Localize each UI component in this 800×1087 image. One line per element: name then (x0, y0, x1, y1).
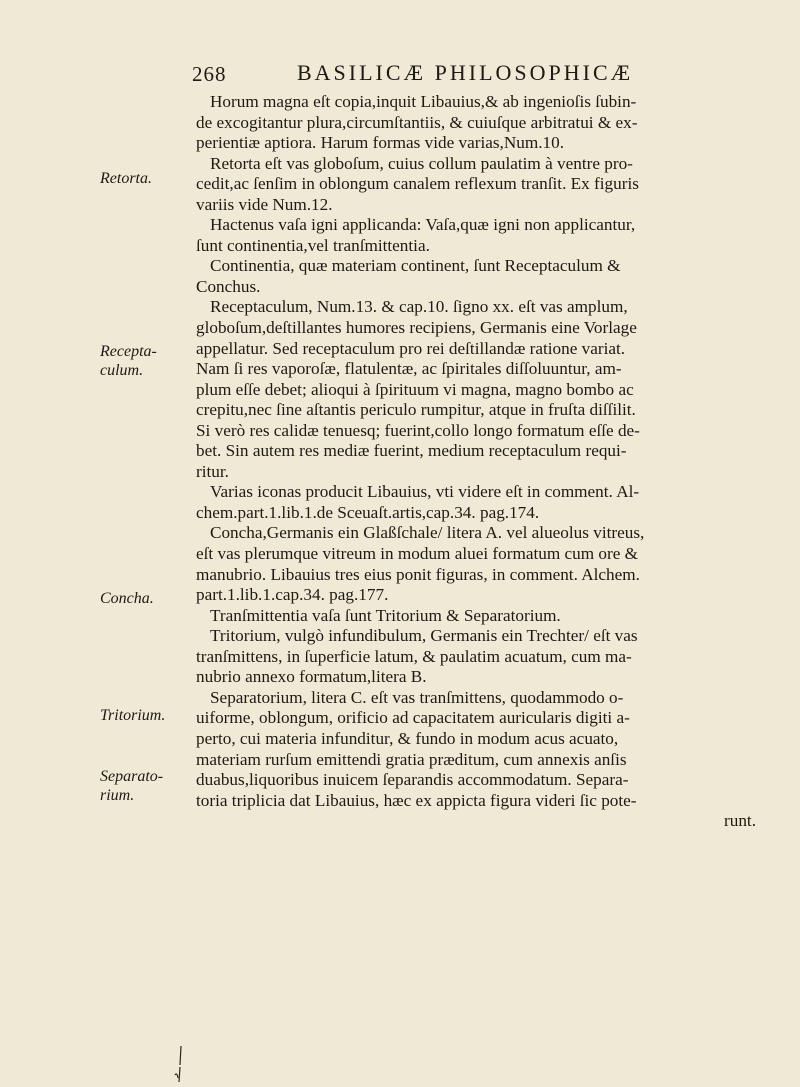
margin-note-concha: Concha. (100, 590, 154, 607)
page-header (192, 58, 712, 88)
margin-note-receptaculum-2: culum. (100, 362, 144, 379)
text-line: plum eſſe debet; alioqui à ſpirituum vi magna, magno bombo ac (196, 379, 634, 399)
text-line: cedit,ac ſenſim in oblongum canalem reflexum tranſit. Ex figuris (196, 174, 639, 194)
text-line: ſunt continentia,vel tranſmittentia. (196, 235, 430, 255)
text-line: Tranſmittentia vaſa ſunt Tritorium & Separatorium. (210, 605, 561, 625)
margin-note-separatorium-2: rium. (100, 787, 135, 804)
text-line: Hactenus vaſa igni applicanda: Vaſa,quæ igni non applicantur, (210, 215, 636, 235)
text-line: runt. (724, 811, 756, 831)
text-line: manubrio. Libauius tres eius ponit figuras, in comment. Alchem. (196, 564, 640, 584)
text-line: Varias iconas producit Libauius, vti videre eſt in comment. Al- (210, 482, 640, 502)
text-line: globoſum,deſtillantes humores recipiens, Germanis eine Vorlage (196, 318, 637, 338)
text-line: bet. Sin autem res mediæ fuerint, medium receptaculum requi- (196, 441, 627, 461)
margin-note-retorta: Retorta. (100, 170, 152, 187)
text-line: Receptaculum, Num.13. & cap.10. ſigno xx. eſt vas amplum, (210, 297, 628, 317)
text-line: Separatorium, litera C. eſt vas tranſmittens, quodammodo o- (210, 687, 624, 707)
text-line: toria triplicia dat Libauius, hæc ex appicta figura videri ſic pote- (196, 790, 637, 810)
text-line: appellatur. Sed receptaculum pro rei deſtillandæ ratione variat. (196, 338, 626, 358)
text-line: perientiæ aptiora. Harum formas vide varias,Num.10. (196, 133, 564, 153)
text-line: crepitu,nec ſine aſtantis periculo rumpitur, atque in fruſta diſſilit. (196, 400, 636, 420)
running-title: BASILICÆ PHILOSOPHICÆ (297, 60, 634, 85)
text-line: eſt vas plerumque vitreum in modum aluei formatum cum ore & (196, 544, 638, 564)
text-line: de excogitantur plura,circumſtantiis, & cuiuſque arbitratui & ex- (196, 112, 638, 132)
text-line: perto, cui materia infunditur, & fundo in modum acus acuato, (196, 728, 619, 748)
text-line: chem.part.1.lib.1.de Sceuaſt.artis,cap.34. pag.174. (196, 502, 540, 522)
text-line: Si verò res calidæ tenuesq; fuerint,collo longo formatum eſſe de- (196, 420, 640, 440)
text-line: Tritorium, vulgò infundibulum, Germanis ein Trechter/ eſt vas (210, 626, 638, 646)
text-line: materiam rurſum emittendi gratia præditum, cum annexis anſis (196, 749, 627, 769)
text-line: Conchus. (196, 276, 261, 296)
text-line: part.1.lib.1.cap.34. pag.177. (196, 585, 389, 605)
text-line: Concha,Germanis ein Glaßſchale/ litera A. vel alueolus vitreus, (210, 523, 645, 543)
text-line: uiforme, oblongum, orificio ad capacitatem auricularis digiti a- (196, 708, 630, 728)
text-line: tranſmittens, in ſuperficie latum, & paulatim acuatum, cum ma- (196, 646, 632, 666)
margin-note-separatorium-1: Separato- (100, 768, 164, 785)
margin-note-tritorium: Tritorium. (100, 707, 166, 724)
text-line: nubrio annexo formatum,litera B. (196, 667, 427, 687)
text-line: Nam ſi res vaporoſæ, flatulentæ, ac ſpiritales diſſoluuntur, am- (196, 359, 622, 379)
text-line: Retorta eſt vas globoſum, cuius collum paulatim à ventre pro- (210, 153, 633, 173)
text-line: Continentia, quæ materiam continent, ſunt Receptaculum & (210, 256, 621, 276)
page-number: 268 (192, 62, 227, 86)
text-line: variis vide Num.12. (196, 194, 333, 214)
body-text (196, 92, 766, 832)
ink-mark-icon (172, 1045, 186, 1083)
text-line: duabus,liquoribus inuicem ſeparandis accommodatum. Separa- (196, 770, 629, 790)
text-line: Horum magna eſt copia,inquit Libauius,& ab ingenioſis ſubin- (210, 92, 637, 111)
margin-note-receptaculum-1: Recepta- (100, 343, 157, 360)
text-line: ritur. (196, 461, 229, 481)
